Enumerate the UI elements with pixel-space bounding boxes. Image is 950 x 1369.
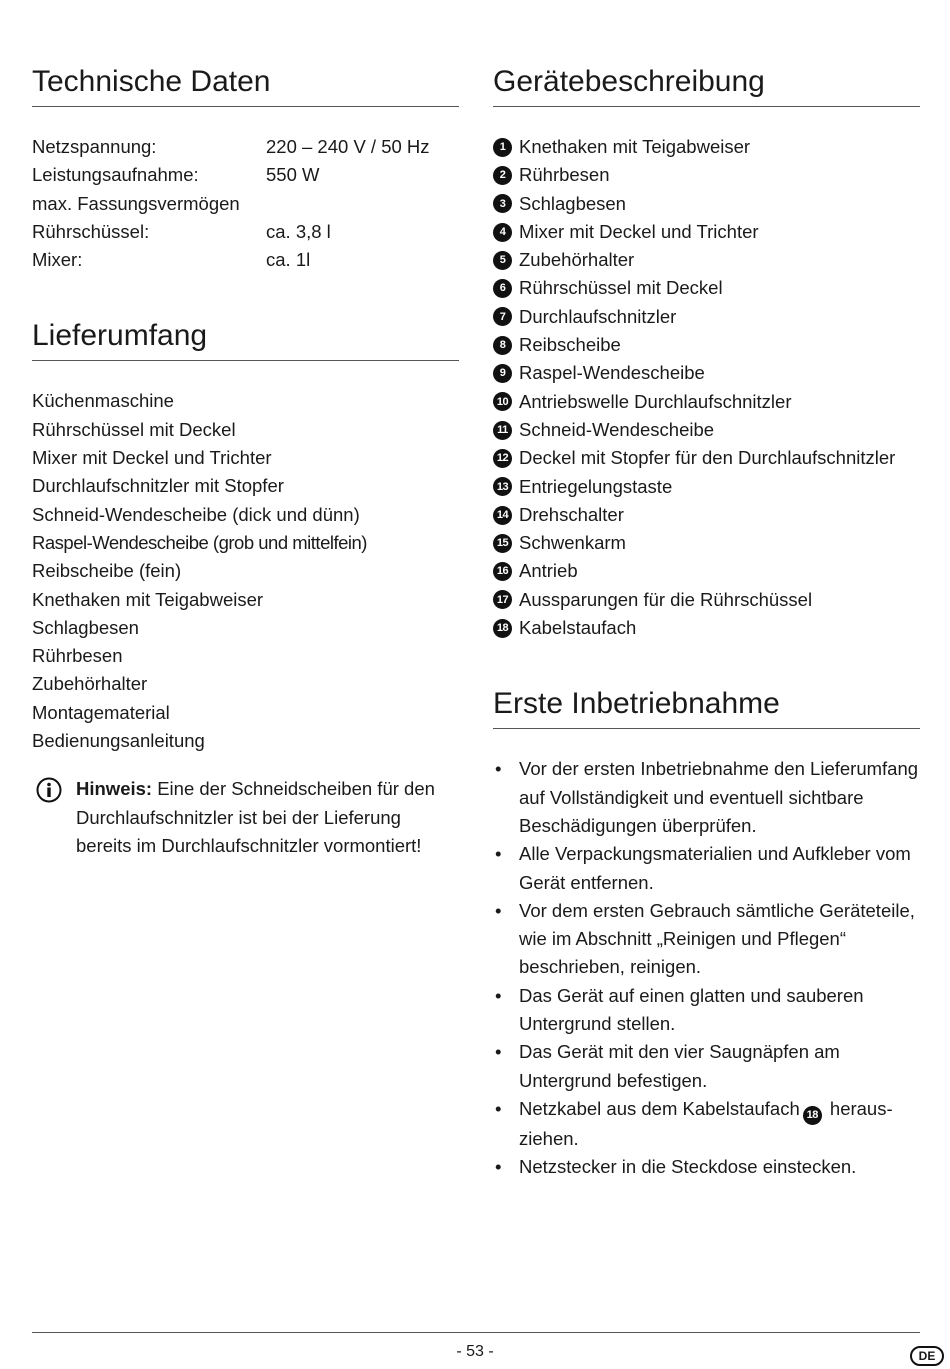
list-item	[493, 557, 920, 585]
list-item: Raspel-Wendescheibe (grob und mittelfein)	[32, 531, 367, 553]
spec-value: 550 W	[266, 164, 320, 186]
list-item	[493, 359, 920, 387]
list-item: Durchlaufschnitzler mit Stopfer	[32, 475, 284, 497]
list-item	[493, 133, 920, 161]
list-item	[493, 274, 920, 302]
number-badge: 3	[493, 194, 512, 213]
list-item: • Netzstecker in die Steckdose einstecken.	[493, 1153, 920, 1181]
number-badge: 8	[493, 336, 512, 355]
number-badge: 15	[493, 534, 512, 553]
part-label: Schneid-Wendescheibe	[519, 418, 715, 440]
list-item	[493, 416, 920, 444]
part-label: Mixer mit Deckel und Trichter	[519, 220, 759, 242]
list-item: Schneid-Wendescheibe (dick und dünn)	[32, 503, 360, 525]
part-label: Zubehörhalter	[519, 249, 635, 271]
step-text: Netzkabel aus dem Kabelstaufach	[519, 1097, 800, 1119]
spec-value: ca. 1l	[266, 249, 311, 271]
list-item: Zubehörhalter	[32, 673, 148, 695]
language-badge: DE	[910, 1346, 944, 1366]
technische-daten-heading: Technische Daten	[32, 62, 459, 107]
number-badge: 4	[493, 223, 512, 242]
list-item: Rührschüssel mit Deckel	[32, 418, 236, 440]
spec-row	[32, 246, 459, 274]
number-badge: 10	[493, 392, 512, 411]
section-spacer	[493, 642, 920, 684]
spec-value: ca. 3,8 l	[266, 220, 331, 242]
spec-value: 220 – 240 V / 50 Hz	[266, 136, 430, 157]
list-item: Rührbesen	[32, 645, 123, 667]
parts-list	[493, 133, 920, 642]
spec-label: Mixer:	[32, 249, 83, 271]
part-label: Reibscheibe	[519, 334, 621, 356]
list-item	[493, 218, 920, 246]
page-number: - 53 -	[456, 1343, 494, 1360]
lieferumfang-list	[32, 387, 459, 755]
list-item	[493, 444, 920, 472]
part-label: Schwenkarm	[519, 532, 626, 554]
left-column	[32, 62, 459, 860]
part-label: Antriebswelle Durchlaufschnitzler	[519, 390, 792, 412]
spec-label: Netzspannung:	[32, 136, 157, 157]
list-item	[493, 190, 920, 218]
number-badge: 14	[493, 506, 512, 525]
spec-label: Leistungsaufnahme:	[32, 164, 199, 186]
part-label: Kabelstaufach	[519, 617, 637, 639]
note-text: Eine der Schneidscheiben für den Durchlaufschnitzler ist bei der Lieferung bereits im Durchlaufschnitzler vormontiert!	[76, 778, 435, 856]
part-label: Schlagbesen	[519, 192, 626, 214]
number-badge: 9	[493, 364, 512, 383]
spec-row	[32, 218, 459, 246]
erste-inbetriebnahme-section	[493, 684, 920, 1181]
list-item	[493, 614, 920, 642]
list-item	[493, 501, 920, 529]
spec-row	[32, 133, 459, 161]
list-item	[493, 161, 920, 189]
lieferumfang-section	[32, 316, 459, 860]
number-badge: 5	[493, 251, 512, 270]
number-badge: 18	[493, 619, 512, 638]
list-item: Bedienungsanleitung	[32, 730, 205, 752]
part-label: Aussparungen für die Rührschüssel	[519, 588, 813, 610]
spec-row	[32, 161, 459, 189]
list-item	[493, 331, 920, 359]
number-badge: 18	[803, 1106, 822, 1125]
list-item: • Vor dem ersten Gebrauch sämtliche Geräteteile, wie im Abschnitt „Reinigen und Pflegen“ beschrieben, reinigen.	[493, 897, 920, 982]
list-item: • Alle Verpackungsmaterialien und Aufkleber vom Gerät entfernen.	[493, 840, 920, 897]
hinweis-note	[32, 775, 459, 860]
note-label: Hinweis:	[76, 778, 153, 800]
list-item	[493, 388, 920, 416]
geraetebeschreibung-section	[493, 62, 920, 642]
spec-label: max. Fassungsvermögen	[32, 192, 240, 214]
lieferumfang-heading: Lieferumfang	[32, 316, 459, 361]
part-label: Rührbesen	[519, 164, 610, 186]
list-item: • Das Gerät mit den vier Saugnäpfen am Untergrund befestigen.	[493, 1038, 920, 1095]
list-item	[493, 246, 920, 274]
list-item: Mixer mit Deckel und Trichter	[32, 447, 272, 469]
info-icon	[36, 777, 62, 803]
list-item	[493, 473, 920, 501]
list-item: • Vor der ersten Inbetriebnahme den Lieferumfang auf Vollständigkeit und eventuell sichtbare Beschädigungen überprüfen.	[493, 755, 920, 840]
spec-table	[32, 133, 459, 274]
number-badge: 12	[493, 449, 512, 468]
number-badge: 7	[493, 307, 512, 326]
part-label: Rührschüssel mit Deckel	[519, 277, 723, 299]
list-item	[493, 303, 920, 331]
number-badge: 6	[493, 279, 512, 298]
part-label: Knethaken mit Teigabweiser	[519, 136, 751, 157]
erste-inbetriebnahme-heading: Erste Inbetriebnahme	[493, 684, 920, 729]
note-body	[76, 775, 459, 860]
list-item	[493, 529, 920, 557]
list-item: Knethaken mit Teigabweiser	[32, 588, 264, 610]
technische-daten-section	[32, 62, 459, 274]
number-badge: 11	[493, 421, 512, 440]
list-item: Montagematerial	[32, 701, 170, 723]
list-item: Küchenmaschine	[32, 390, 174, 412]
number-badge: 1	[493, 138, 512, 157]
section-spacer	[32, 274, 459, 316]
list-item	[493, 586, 920, 614]
part-label: Antrieb	[519, 560, 578, 582]
part-label: Deckel mit Stopfer für den Durchlaufschnitzler	[519, 447, 896, 469]
geraetebeschreibung-heading: Gerätebeschreibung	[493, 62, 920, 107]
right-column	[493, 62, 920, 1181]
spec-label: Rührschüssel:	[32, 220, 150, 242]
list-item: • Das Gerät auf einen glatten und sauberen Untergrund stellen.	[493, 982, 920, 1039]
part-label: Raspel-Wendescheibe	[519, 362, 705, 384]
number-badge: 16	[493, 562, 512, 581]
number-badge: 13	[493, 477, 512, 496]
step-text: heraus-ziehen.	[519, 1097, 893, 1149]
setup-steps-list	[493, 755, 920, 1181]
list-item: Schlagbesen	[32, 616, 139, 638]
footer-divider	[32, 1332, 920, 1333]
part-label: Entriegelungstaste	[519, 475, 673, 497]
list-item: Reibscheibe (fein)	[32, 560, 182, 582]
list-item	[493, 1095, 920, 1153]
number-badge: 17	[493, 590, 512, 609]
part-label: Drehschalter	[519, 503, 624, 525]
part-label: Durchlaufschnitzler	[519, 305, 677, 327]
number-badge: 2	[493, 166, 512, 185]
spec-row	[32, 190, 459, 218]
